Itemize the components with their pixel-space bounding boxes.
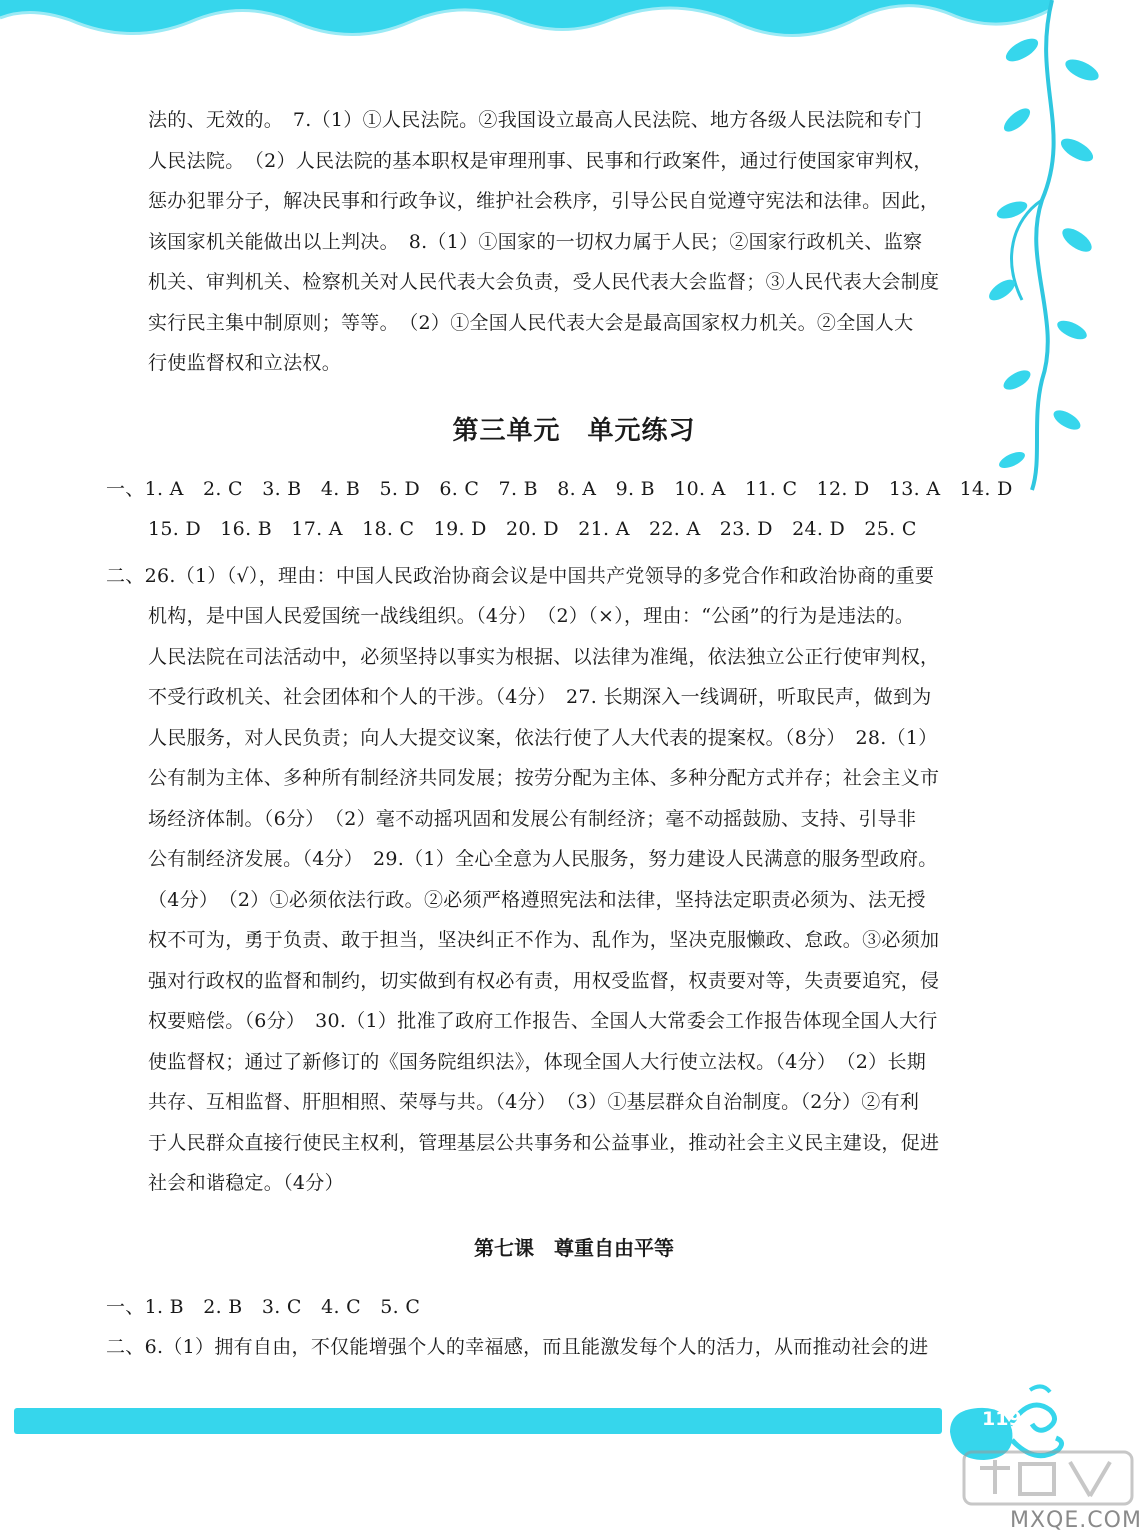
text-line: 二、26.（1）（√），理由：中国人民政治协商会议是中国共产党领导的多党合作和政治协商的重要 [106, 564, 935, 587]
text-line: （4分） （2）①必须依法行政。②必须严格遵照宪法和法律，坚持法定职责必须为、法无授 [148, 888, 926, 911]
text-line: 法的、无效的。 7.（1）①人民法院。②我国设立最高人民法院、地方各级人民法院和专门 [148, 109, 923, 131]
text-line: 共存、互相监督、肝胆相照、荣辱与共。（4分） （3）①基层群众自治制度。（2分）②有利 [148, 1091, 920, 1113]
text-line: 惩办犯罪分子，解决民事和行政争议，维护社会秩序，引导公民自觉遵守宪法和法律。因此， [148, 190, 940, 212]
text-line: 社会和谐稳定。（4分） [148, 1172, 344, 1194]
text-line: 二、6.（1）拥有自由，不仅能增强个人的幸福感，而且能激发每个人的活力，从而推动社会的进 [106, 1336, 929, 1358]
text-line: 行使监督权和立法权。 [148, 352, 342, 374]
choice-answers-line: 15. D 16. B 17. A 18. C 19. D 20. D 21. A 22. A 23. D 24. D 25. C [148, 518, 917, 540]
watermark-text: MXQE.COM [1010, 1508, 1142, 1533]
text-line: 强对行政权的监督和制约，切实做到有权必有责，用权受监督，权责要对等，失责要追究，侵 [148, 969, 940, 992]
top-wave-decoration [0, 0, 1142, 60]
text-line: 机关、审判机关、检察机关对人民代表大会负责，受人民代表大会监督；③人民代表大会制度 [148, 271, 940, 293]
vine-decoration [982, 0, 1142, 500]
text-line: 于人民群众直接行使民主权利，管理基层公共事务和公益事业，推动社会主义民主建设，促进 [148, 1131, 940, 1154]
text-line: 场经济体制。（6分） （2）毫不动摇巩固和发展公有制经济；毫不动摇鼓励、支持、引导非 [148, 807, 917, 830]
text-line: 权要赔偿。（6分） 30.（1）批准了政府工作报告、全国人大常委会工作报告体现全国人大行 [148, 1010, 938, 1032]
answer-content [106, 100, 1013, 1368]
text-line: 权不可为，勇于负责、敢于担当，坚决纠正不作为、乱作为，坚决克服懒政、怠政。③必须加 [148, 929, 940, 951]
lesson-title: 第七课 尊重自由平等 [474, 1235, 674, 1260]
text-line: 机构，是中国人民爱国统一战线组织。（4分） （2）（×），理由：“公函”的行为是违法的。 [148, 605, 915, 627]
choice-answers-line: 一、1. A 2. C 3. B 4. B 5. D 6. C 7. B 8. A 9. B 10. A 11. C 12. D 13. A 14. D [106, 477, 1013, 500]
unit-title: 第三单元 单元练习 [452, 415, 696, 446]
text-line: 不受行政机关、社会团体和个人的干涉。（4分） 27. 长期深入一线调研，听取民声，做到为 [148, 686, 932, 708]
text-line: 人民法院在司法活动中，必须坚持以事实为根据、以法律为准绳，依法独立公正行使审判权， [148, 645, 940, 668]
bottom-bar-decoration [14, 1408, 942, 1434]
text-line: 公有制为主体、多种所有制经济共同发展；按劳分配为主体、多种分配方式并存；社会主义市 [148, 767, 940, 789]
text-line: 实行民主集中制原则；等等。 （2）①全国人民代表大会是最高国家权力机关。②全国人大 [148, 311, 914, 334]
choice-answers-line: 一、1. B 2. B 3. C 4. C 5. C [106, 1295, 421, 1318]
page-number: 119 [982, 1408, 1022, 1430]
text-line: 该国家机关能做出以上判决。 8.（1）①国家的一切权力属于人民；②国家行政机关、监察 [148, 230, 923, 253]
text-line: 公有制经济发展。（4分） 29.（1）全心全意为人民服务，努力建设人民满意的服务型政府。 [148, 848, 938, 870]
text-line: 人民服务，对人民负责；向人大提交议案，依法行使了人大代表的提案权。（8分） 28.（1） [148, 726, 938, 749]
text-line: 使监督权；通过了新修订的《国务院组织法》，体现全国人大行使立法权。（4分） （2）长期 [148, 1050, 927, 1073]
text-line: 人民法院。 （2）人民法院的基本职权是审理刑事、民事和行政案件，通过行使国家审判权， [148, 149, 933, 172]
